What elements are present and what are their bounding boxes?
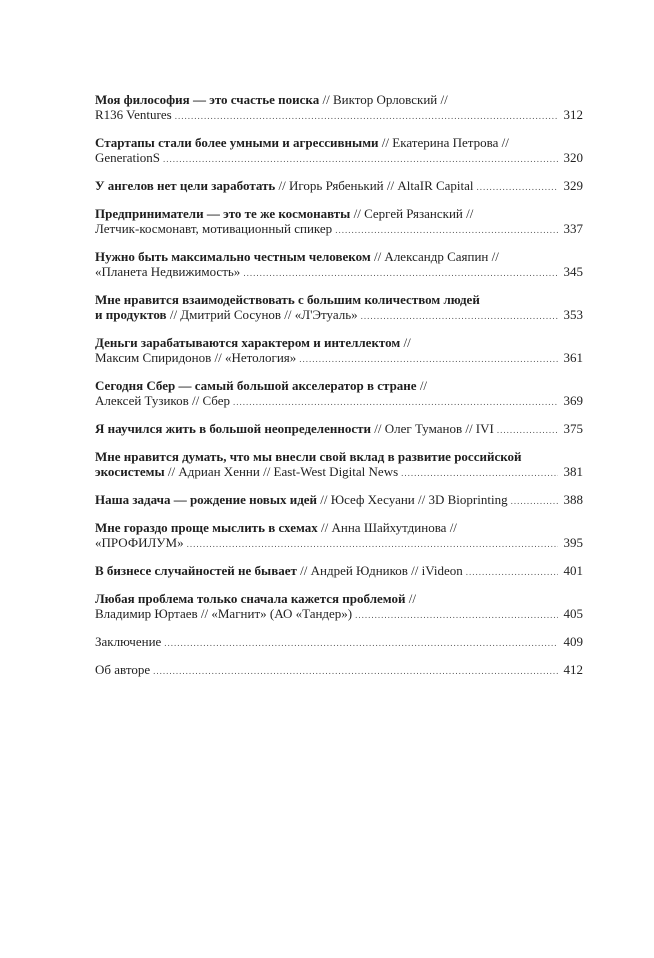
- entry-title: Наша задача — рождение новых идей: [95, 492, 318, 507]
- dot-leader: [335, 223, 558, 238]
- dot-leader: [175, 109, 558, 124]
- entry-author: // Анна Шайхутдинова //: [317, 520, 457, 535]
- entry-author: // Александр Саяпин //: [370, 249, 499, 264]
- toc-entry[interactable]: [95, 206, 583, 238]
- entry-author: // Адриан Хенни // East-West Digital News: [164, 464, 399, 479]
- entry-company: R136 Ventures: [95, 107, 172, 122]
- entry-title: Предприниматели — это те же космонавты: [95, 206, 351, 221]
- entry-author: // Екатерина Петрова //: [378, 135, 509, 150]
- dot-leader: [401, 466, 558, 481]
- page-number: 345: [563, 264, 583, 279]
- page-number: 409: [563, 634, 583, 649]
- dot-leader: [233, 395, 558, 410]
- page-number: 312: [563, 107, 583, 122]
- entry-author: Алексей Тузиков // Сбер: [95, 393, 230, 408]
- entry-title: Моя философия — это счастье поиска: [95, 92, 320, 107]
- entry-title: Я научился жить в большой неопределенности: [95, 421, 371, 436]
- toc-entry[interactable]: [95, 92, 583, 124]
- table-of-contents: [95, 92, 583, 690]
- dot-leader: [477, 180, 558, 195]
- dot-leader: [355, 608, 558, 623]
- toc-entry[interactable]: [95, 335, 583, 367]
- entry-separator: //: [400, 335, 411, 350]
- entry-author: // Дмитрий Сосунов // «Л'Этуаль»: [166, 307, 358, 322]
- entry-title: Об авторе: [95, 662, 151, 677]
- entry-author: // Виктор Орловский //: [319, 92, 448, 107]
- toc-entry[interactable]: [95, 591, 583, 623]
- toc-entry[interactable]: [95, 249, 583, 281]
- entry-company: GenerationS: [95, 150, 160, 165]
- toc-entry[interactable]: [95, 449, 583, 481]
- entry-title: Мне нравится взаимодействовать с большим количеством людей: [95, 292, 480, 307]
- entry-title: В бизнесе случайностей не бывает: [95, 563, 297, 578]
- page-number: 320: [563, 150, 583, 165]
- dot-leader: [466, 565, 558, 580]
- toc-entry[interactable]: [95, 378, 583, 410]
- toc-entry[interactable]: [95, 178, 583, 195]
- page-number: 337: [563, 221, 583, 236]
- dot-leader: [497, 423, 558, 438]
- toc-entry[interactable]: [95, 292, 583, 324]
- entry-title: Нужно быть максимально честным человеком: [95, 249, 371, 264]
- entry-author: // Андрей Юдников // iVideon: [296, 563, 463, 578]
- toc-entry-about-author[interactable]: [95, 662, 583, 679]
- entry-author: // Сергей Рязанский //: [350, 206, 474, 221]
- entry-title: Стартапы стали более умными и агрессивными: [95, 135, 379, 150]
- toc-entry[interactable]: [95, 421, 583, 438]
- page-number: 405: [563, 606, 583, 621]
- toc-entry[interactable]: [95, 520, 583, 552]
- entry-author: // Игорь Рябенький // AltaIR Capital: [275, 178, 474, 193]
- dot-leader: [164, 636, 558, 651]
- entry-company: «ПРОФИЛУМ»: [95, 535, 184, 550]
- entry-separator: //: [405, 591, 416, 606]
- page-number: 329: [563, 178, 583, 193]
- page-number: 381: [563, 464, 583, 479]
- page-number: 395: [563, 535, 583, 550]
- entry-title: У ангелов нет цели заработать: [95, 178, 276, 193]
- toc-entry-conclusion[interactable]: [95, 634, 583, 651]
- dot-leader: [153, 664, 558, 679]
- entry-author: Максим Спиридонов // «Нетология»: [95, 350, 297, 365]
- page-number: 353: [563, 307, 583, 322]
- page-number: 361: [563, 350, 583, 365]
- page-number: 401: [563, 563, 583, 578]
- entry-company: Летчик-космонавт, мотивационный спикер: [95, 221, 333, 236]
- page-number: 369: [563, 393, 583, 408]
- toc-entry[interactable]: [95, 492, 583, 509]
- entry-author: Владимир Юртаев // «Магнит» (АО «Тандер»): [95, 606, 353, 621]
- toc-entry[interactable]: [95, 563, 583, 580]
- page-number: 388: [563, 492, 583, 507]
- dot-leader: [243, 266, 558, 281]
- entry-title: Сегодня Сбер — самый большой акселератор в стране: [95, 378, 417, 393]
- dot-leader: [187, 537, 558, 552]
- page-number: 412: [563, 662, 583, 677]
- entry-author: // Юсеф Хесуани // 3D Bioprinting: [317, 492, 508, 507]
- dot-leader: [163, 152, 558, 167]
- dot-leader: [361, 309, 558, 324]
- entry-title: Любая проблема только сначала кажется проблемой: [95, 591, 406, 606]
- dot-leader: [511, 494, 558, 509]
- entry-company: «Планета Недвижимость»: [95, 264, 241, 279]
- page-number: 375: [563, 421, 583, 436]
- entry-title: Мне гораздо проще мыслить в схемах: [95, 520, 318, 535]
- entry-title: Мне нравится думать, что мы внесли свой вклад в развитие российской: [95, 449, 522, 464]
- entry-title: Деньги зарабатываются характером и интеллектом: [95, 335, 401, 350]
- entry-separator: //: [416, 378, 428, 393]
- toc-entry[interactable]: [95, 135, 583, 167]
- entry-title: Заключение: [95, 634, 162, 649]
- entry-title-continued: экосистемы: [95, 464, 165, 479]
- entry-author: // Олег Туманов // IVI: [371, 421, 494, 436]
- entry-title-continued: и продуктов: [95, 307, 167, 322]
- dot-leader: [299, 352, 558, 367]
